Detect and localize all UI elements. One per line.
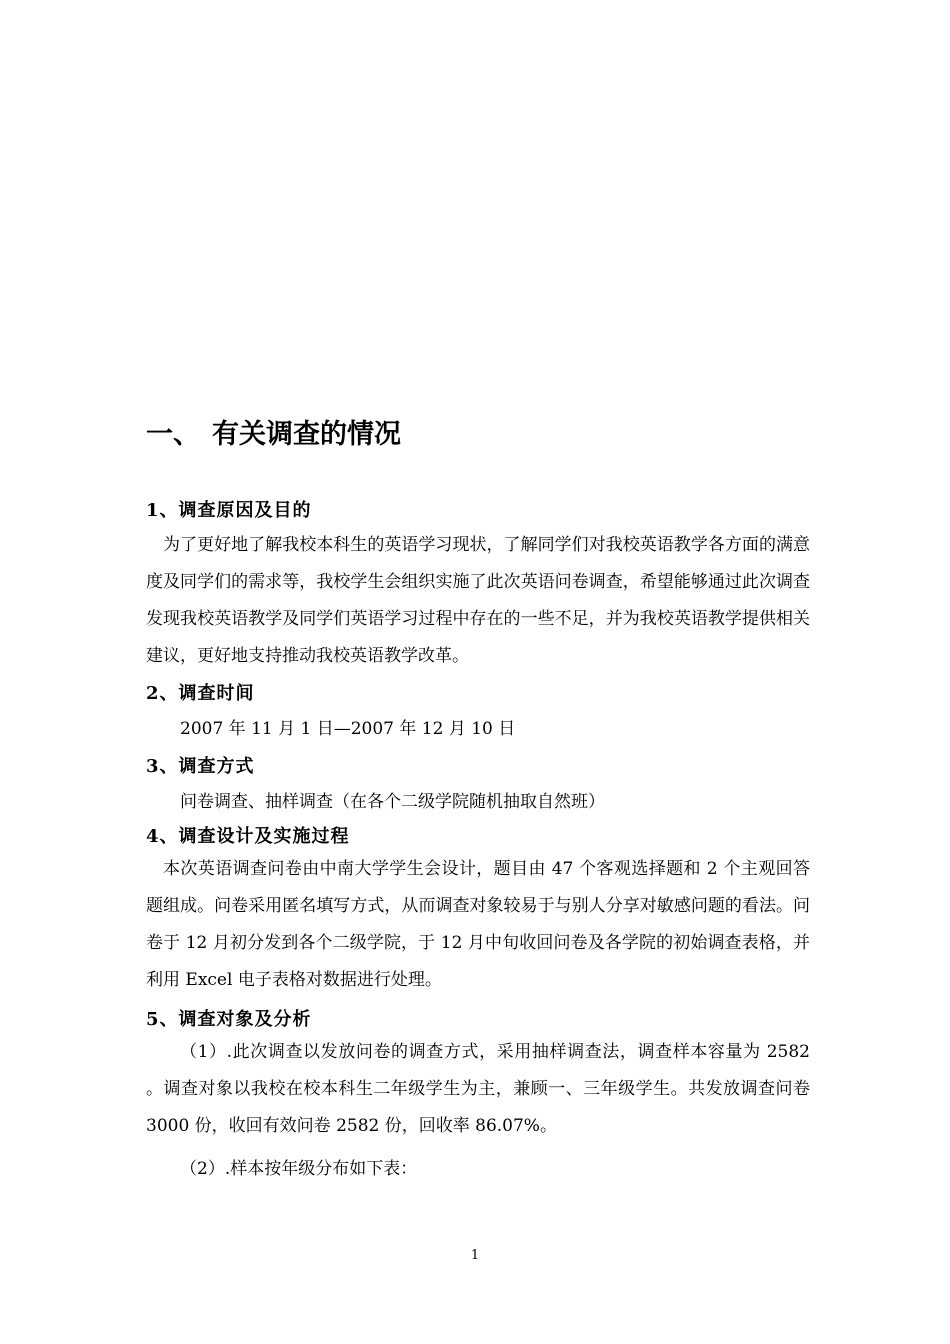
section-title-number: 一、 [146,419,200,450]
heading-survey-purpose: 1、调查原因及目的 [146,500,312,521]
paragraph-survey-method: 问卷调查、抽样调查（在各个二级学院随机抽取自然班） [180,792,605,812]
paragraph-grade-distribution: （2）.样本按年级分布如下表： [180,1159,418,1179]
section-title [146,412,401,451]
heading-survey-subjects: 5、调查对象及分析 [146,1009,312,1030]
paragraph-survey-purpose: 为了更好地了解我校本科生的英语学习现状，了解同学们对我校英语教学各方面的满意度及同学们的需求等，我校学生会组织实施了此次英语问卷调查，希望能够通过此次调查发现我校英语教学及同学们英语学习过程中存在的一些不足，并为我校英语教学提供相关建议，更好地支持推动我校英语教学改革。 [146,535,810,666]
paragraph-survey-time: 2007 年 11 月 1 日—2007 年 12 月 10 日 [180,719,516,739]
page-number: 1 [470,1248,480,1263]
heading-survey-time: 2、调查时间 [146,683,255,704]
heading-survey-method: 3、调查方式 [146,756,255,777]
section-title-text: 有关调查的情况 [212,419,401,450]
paragraph-survey-subjects: （1）.此次调查以发放问卷的调查方式，采用抽样调查法，调查样本容量为 2582 。调查对象以我校在校本科生二年级学生为主，兼顾一、三年级学生。共发放调查问卷 3000 份，收回有效问卷 2582 份，回收率 86.07%。 [146,1042,810,1136]
heading-survey-design: 4、调查设计及实施过程 [146,826,350,847]
paragraph-survey-design: 本次英语调查问卷由中南大学学生会设计，题目由 47 个客观选择题和 2 个主观回答题组成。问卷采用匿名填写方式，从而调查对象较易于与别人分享对敏感问题的看法。问卷于 12 月初分发到各个二级学院，于 12 月中旬收回问卷及各学院的初始调查表格，并利用 Excel 电子表格对数据进行处理。 [146,859,810,990]
